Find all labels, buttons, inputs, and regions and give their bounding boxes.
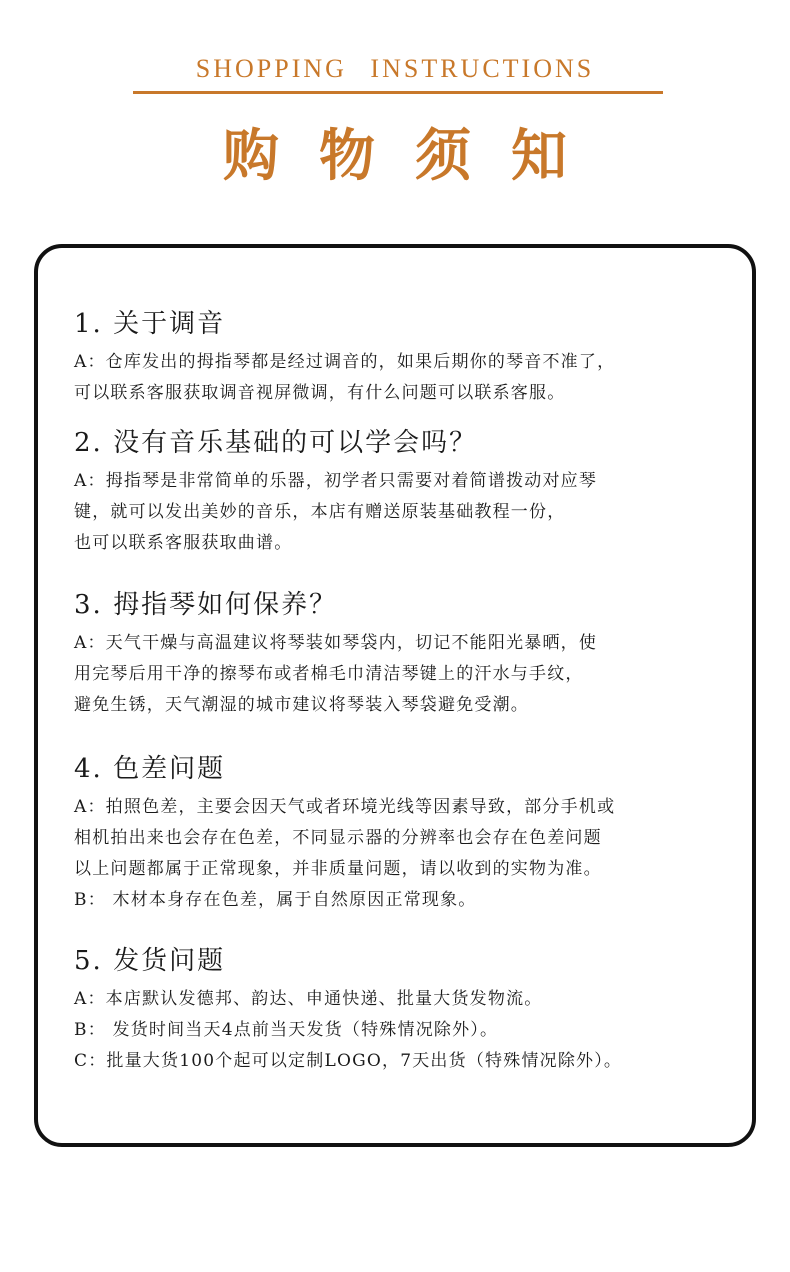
section-maintenance xyxy=(74,588,734,721)
answer-line: 也可以联系客服获取曲谱。 xyxy=(74,533,293,553)
answer-line: B： 木材本身存在色差，属于自然原因正常现象。 xyxy=(74,890,477,910)
header-divider xyxy=(133,91,663,94)
answer-line: A：拇指琴是非常简单的乐器，初学者只需要对着简谱拨动对应琴 xyxy=(74,471,598,491)
section-answer xyxy=(74,347,734,409)
answer-line: 用完琴后用干净的擦琴布或者棉毛巾清洁琴键上的汗水与手纹， xyxy=(74,664,584,684)
answer-line: A：天气干燥与高温建议将琴装如琴袋内，切记不能阳光暴晒，使 xyxy=(74,633,598,653)
section-question: 5. 发货问题 xyxy=(74,946,226,976)
section-answer xyxy=(74,984,734,1077)
section-question: 1. 关于调音 xyxy=(74,309,226,339)
section-answer xyxy=(74,466,734,559)
answer-line: 以上问题都属于正常现象，并非质量问题，请以收到的实物为准。 xyxy=(74,859,602,879)
answer-line: C：批量大货100个起可以定制LOGO，7天出货（特殊情况除外）。 xyxy=(74,1051,623,1071)
section-music-basics xyxy=(74,426,734,559)
section-tuning xyxy=(74,307,734,409)
answer-line: 相机拍出来也会存在色差，不同显示器的分辨率也会存在色差问题 xyxy=(74,828,602,848)
section-color-difference xyxy=(74,752,734,916)
header-title-cn: 购物须知 xyxy=(223,124,607,189)
answer-line: 可以联系客服获取调音视屏微调，有什么问题可以联系客服。 xyxy=(74,383,566,403)
section-answer xyxy=(74,628,734,721)
section-answer xyxy=(74,792,734,916)
answer-line: A：仓库发出的拇指琴都是经过调音的，如果后期你的琴音不准了， xyxy=(74,352,616,372)
answer-line: A：拍照色差，主要会因天气或者环境光线等因素导致，部分手机或 xyxy=(74,797,616,817)
answer-line: A：本店默认发德邦、韵达、申通快递、批量大货发物流。 xyxy=(74,989,543,1009)
answer-line: 键，就可以发出美妙的音乐，本店有赠送原装基础教程一份， xyxy=(74,502,566,522)
answer-line: 避免生锈，天气潮湿的城市建议将琴装入琴袋避免受潮。 xyxy=(74,695,529,715)
header-title-en: SHOPPING INSTRUCTIONS xyxy=(195,54,595,83)
answer-line: B： 发货时间当天4点前当天发货（特殊情况除外）。 xyxy=(74,1020,499,1040)
section-question: 2. 没有音乐基础的可以学会吗？ xyxy=(74,428,478,458)
section-shipping xyxy=(74,944,734,1077)
section-question: 4. 色差问题 xyxy=(74,754,226,784)
section-question: 3. 拇指琴如何保养？ xyxy=(74,590,338,620)
